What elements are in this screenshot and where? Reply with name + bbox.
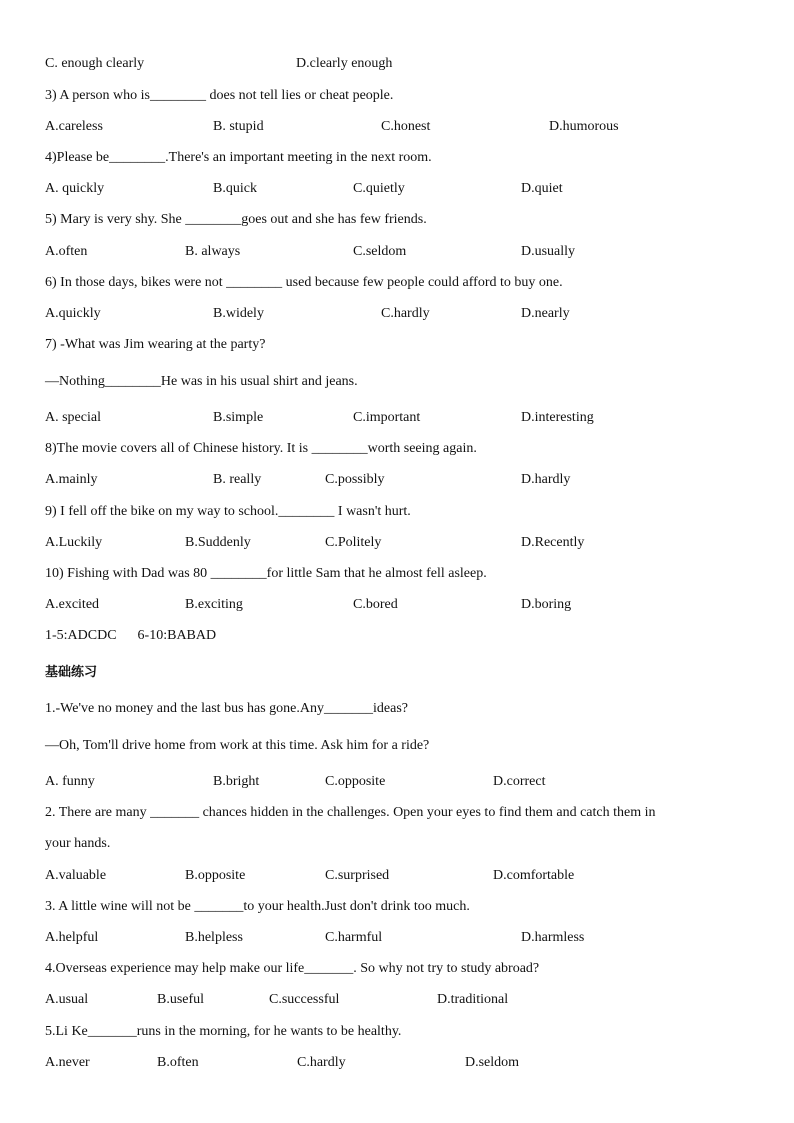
- option-c: C.honest: [381, 119, 431, 134]
- option-d: D.correct: [493, 774, 546, 789]
- question-6: 6) In those days, bikes were not ________ used because few people could afford to buy one.: [45, 275, 563, 290]
- option-d: D.Recently: [521, 535, 585, 550]
- option-d: D.usually: [521, 244, 576, 259]
- option-a: A.Luckily: [45, 535, 103, 550]
- option-a: A.careless: [45, 119, 103, 134]
- b5-options: [0, 1054, 794, 1072]
- option-d: D.nearly: [521, 306, 570, 321]
- option-b: B.opposite: [185, 868, 246, 883]
- question-9: 9) I fell off the bike on my way to school.________ I wasn't hurt.: [45, 504, 411, 519]
- option-a: A.helpful: [45, 930, 99, 945]
- option-a: A. quickly: [45, 181, 105, 196]
- option-c: C.hardly: [381, 306, 430, 321]
- option-b: B.quick: [213, 181, 257, 196]
- question-7-reply: —Nothing________He was in his usual shirt and jeans.: [45, 374, 358, 389]
- option-b: B. really: [213, 472, 262, 487]
- q6-options: [0, 305, 794, 323]
- option-a: A. funny: [45, 774, 95, 789]
- basic-question-4: 4.Overseas experience may help make our life_______. So why not try to study abroad?: [45, 961, 540, 976]
- option-c: C.hardly: [297, 1055, 346, 1070]
- option-d: D.humorous: [549, 119, 619, 134]
- option-c: C.important: [353, 410, 421, 425]
- option-c: C.possibly: [325, 472, 385, 487]
- option-a: A.mainly: [45, 472, 98, 487]
- option-a: A.often: [45, 244, 88, 259]
- question-7: 7) -What was Jim wearing at the party?: [45, 337, 266, 352]
- option-d: D.interesting: [521, 410, 594, 425]
- option-b: B.often: [157, 1055, 199, 1070]
- option-c: C.successful: [269, 992, 340, 1007]
- option-d: D.hardly: [521, 472, 571, 487]
- option-d: D.comfortable: [493, 868, 575, 883]
- option-b: B.useful: [157, 992, 205, 1007]
- option-a: A.valuable: [45, 868, 107, 883]
- section-heading: 基础练习: [45, 665, 98, 680]
- b3-options: [0, 929, 794, 947]
- question-5: 5) Mary is very shy. She ________goes out and she has few friends.: [45, 212, 427, 227]
- option-b: B.simple: [213, 410, 264, 425]
- option-c: C.surprised: [325, 868, 390, 883]
- b1-options: [0, 773, 794, 791]
- b4-options: [0, 991, 794, 1009]
- option-d: D.seldom: [465, 1055, 520, 1070]
- q8-options: [0, 471, 794, 489]
- q5-options: [0, 243, 794, 261]
- option-b: B.widely: [213, 306, 264, 321]
- option-c: C.Politely: [325, 535, 382, 550]
- q4-options: [0, 180, 794, 198]
- option-b: B.helpless: [185, 930, 243, 945]
- answer-key: 1-5:ADCDC 6-10:BABAD: [45, 628, 217, 643]
- option-a: A.usual: [45, 992, 89, 1007]
- option-d: D.harmless: [521, 930, 585, 945]
- option-d: D.quiet: [521, 181, 563, 196]
- question-8: 8)The movie covers all of Chinese history. It is ________worth seeing again.: [45, 441, 477, 456]
- basic-question-2: 2. There are many _______ chances hidden in the challenges. Open your eyes to find them and catch them in: [45, 805, 656, 820]
- option-c: C.quietly: [353, 181, 405, 196]
- q2-options: [0, 55, 794, 73]
- option-a: A. special: [45, 410, 101, 425]
- question-3: 3) A person who is________ does not tell lies or cheat people.: [45, 88, 394, 103]
- q10-options: [0, 596, 794, 614]
- q9-options: [0, 534, 794, 552]
- option-a: A.excited: [45, 597, 100, 612]
- option-c: C.bored: [353, 597, 398, 612]
- option-b: B.bright: [213, 774, 260, 789]
- option-d: D.boring: [521, 597, 572, 612]
- option-c: C.seldom: [353, 244, 407, 259]
- question-10: 10) Fishing with Dad was 80 ________for little Sam that he almost fell asleep.: [45, 566, 487, 581]
- option-a: A.quickly: [45, 306, 101, 321]
- basic-question-1: 1.-We've no money and the last bus has gone.Any_______ideas?: [45, 701, 408, 716]
- b2-options: [0, 867, 794, 885]
- option-b: B.Suddenly: [185, 535, 251, 550]
- option-b: B. stupid: [213, 119, 264, 134]
- basic-question-3: 3. A little wine will not be _______to your health.Just don't drink too much.: [45, 899, 470, 914]
- basic-question-1-reply: —Oh, Tom'll drive home from work at this time. Ask him for a ride?: [45, 738, 430, 753]
- option-c: C.harmful: [325, 930, 383, 945]
- q3-options: [0, 118, 794, 136]
- option-c: C. enough clearly: [45, 56, 145, 71]
- option-d: D.traditional: [437, 992, 509, 1007]
- basic-question-5: 5.Li Ke_______runs in the morning, for he wants to be healthy.: [45, 1024, 402, 1039]
- option-b: B.exciting: [185, 597, 243, 612]
- option-a: A.never: [45, 1055, 90, 1070]
- question-4: 4)Please be________.There's an important meeting in the next room.: [45, 150, 432, 165]
- option-c: C.opposite: [325, 774, 386, 789]
- basic-question-2-cont: your hands.: [45, 836, 111, 851]
- option-b: B. always: [185, 244, 241, 259]
- q7-options: [0, 409, 794, 427]
- option-d: D.clearly enough: [296, 56, 393, 71]
